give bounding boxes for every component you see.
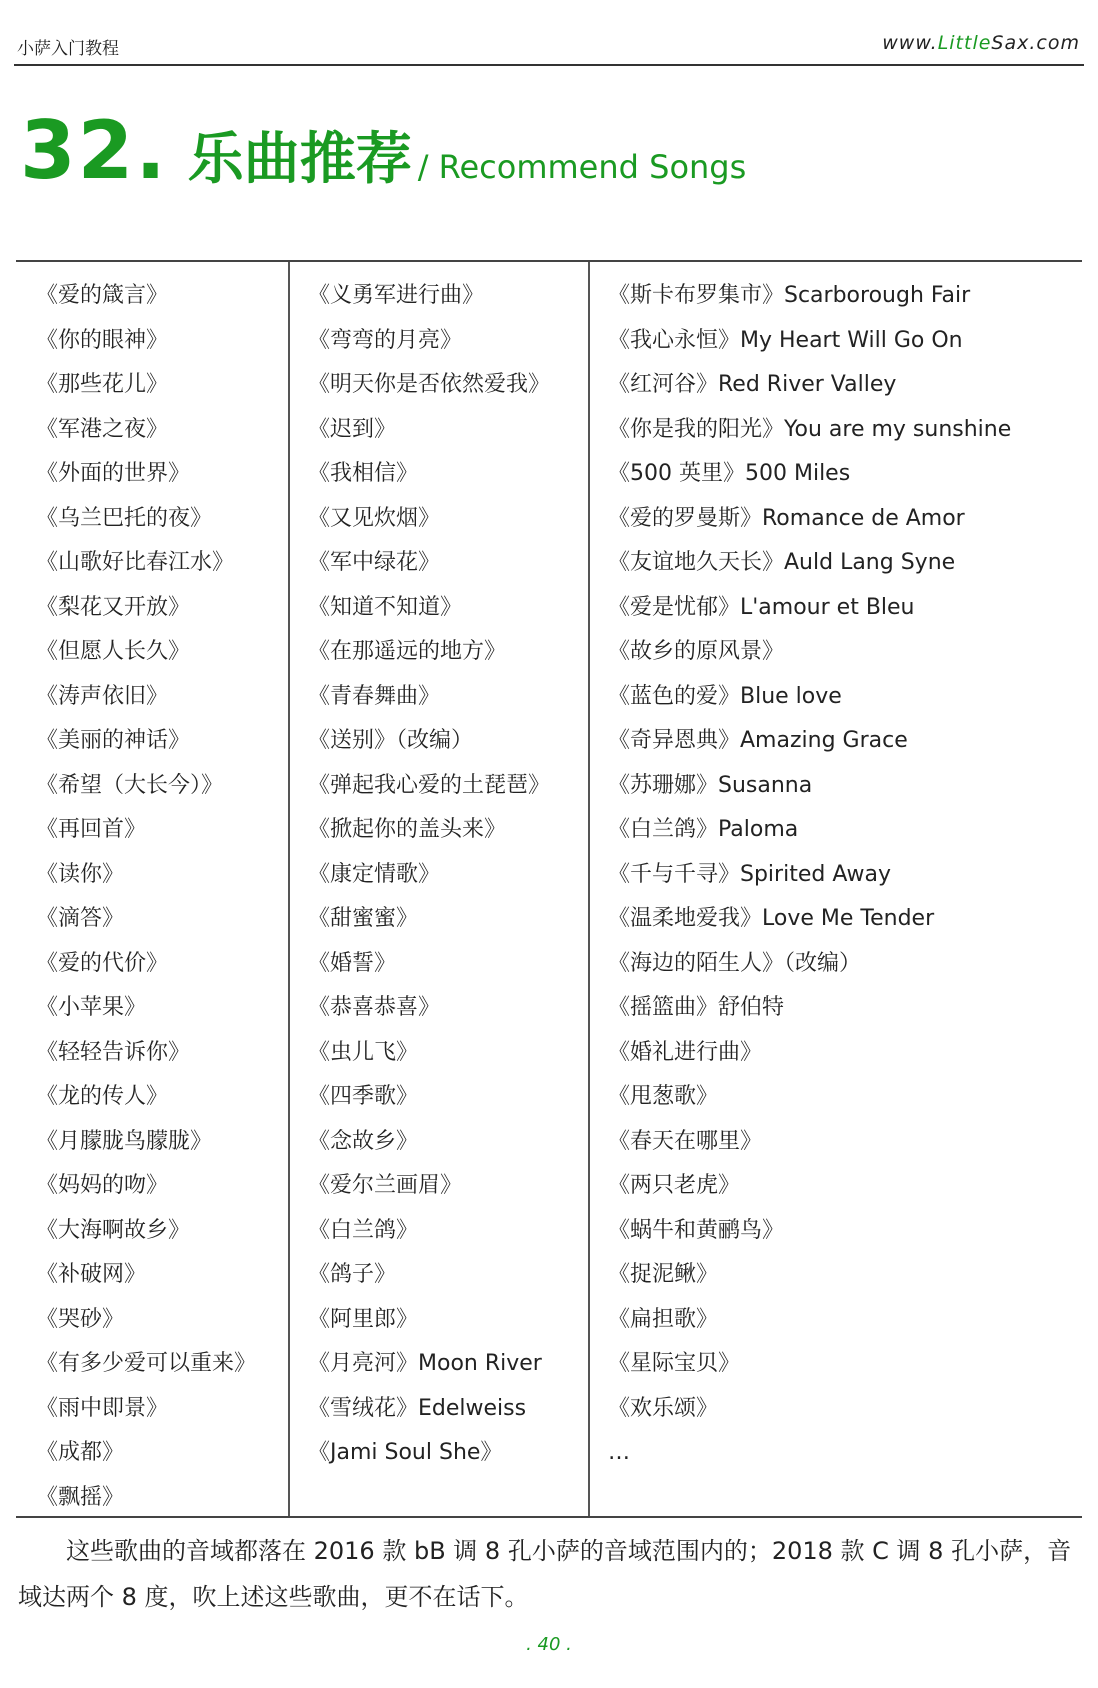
song-item: 《送别》（改编） <box>308 728 474 753</box>
song-item: 《雨中即景》 <box>36 1395 169 1421</box>
song-item: 《弹起我心爱的土琵琶》 <box>308 772 551 798</box>
song-item: 《轻轻告诉你》 <box>36 1039 191 1065</box>
song-item: 《读你》 <box>36 861 125 887</box>
column-divider <box>588 262 590 1516</box>
paragraph-line-1: 这些歌曲的音域都落在 2016 款 bB 调 8 孔小萨的音域范围内的；2018 款 C 调 8 孔小萨，音 <box>66 1537 1072 1565</box>
song-item: 《海边的陌生人》（改编） <box>608 950 862 976</box>
song-table <box>16 260 1082 1518</box>
chapter-number: 32. <box>20 104 168 197</box>
song-item: 《红河谷》Red River Valley <box>608 372 897 397</box>
url-little: Little <box>937 32 992 54</box>
song-item: 《友谊地久天长》Auld Lang Syne <box>608 550 956 575</box>
song-item: 《月亮河》Moon River <box>308 1351 542 1376</box>
song-item: 《我心永恒》My Heart Will Go On <box>608 327 963 353</box>
song-item: 《康定情歌》 <box>308 861 441 887</box>
song-item: 《妈妈的吻》 <box>36 1173 169 1198</box>
song-column-3 <box>608 274 1011 1476</box>
song-item: 《千与千寻》Spirited Away <box>608 861 891 887</box>
song-column-1 <box>36 274 256 1520</box>
book-title: 小萨入门教程 <box>17 39 119 59</box>
song-item: 《爱的罗曼斯》Romance de Amor <box>608 505 965 531</box>
song-item: … <box>608 1440 630 1465</box>
song-item: 《苏珊娜》Susanna <box>608 772 813 798</box>
song-item: 《摇篮曲》舒伯特 <box>608 995 785 1020</box>
song-item: 《有多少爱可以重来》 <box>36 1351 257 1376</box>
song-item: 《小苹果》 <box>36 995 147 1020</box>
song-item: 《军港之夜》 <box>36 416 169 442</box>
song-item: 《扁担歌》 <box>608 1306 719 1332</box>
song-item: 《甩葱歌》 <box>608 1084 719 1109</box>
song-item: 《Jami Soul She》 <box>308 1440 503 1465</box>
page-number: . 40 . <box>526 1634 572 1655</box>
song-item: 《大海啊故乡》 <box>36 1217 191 1243</box>
song-item: 《但愿人长久》 <box>36 639 191 664</box>
song-item: 《义勇军进行曲》 <box>308 283 485 308</box>
song-item: 《弯弯的月亮》 <box>308 327 463 353</box>
song-item: 《山歌好比春江水》 <box>36 550 235 575</box>
song-item: 《爱的代价》 <box>36 950 169 976</box>
song-item: 《斯卡布罗集市》Scarborough Fair <box>608 283 971 308</box>
song-item: 《甜蜜蜜》 <box>308 906 419 931</box>
song-column-2 <box>308 274 550 1476</box>
song-item: 《知道不知道》 <box>308 594 463 620</box>
song-item: 《两只老虎》 <box>608 1173 741 1198</box>
website-url <box>882 32 1080 54</box>
song-item: 《迟到》 <box>308 416 397 442</box>
song-item: 《恭喜恭喜》 <box>308 995 441 1020</box>
song-item: 《那些花儿》 <box>36 372 169 397</box>
song-item: 《蜗牛和黄鹂鸟》 <box>608 1217 785 1243</box>
song-item: 《青春舞曲》 <box>308 683 441 709</box>
column-divider <box>288 262 290 1516</box>
song-item: 《希望（大长今）》 <box>36 772 224 798</box>
song-item: 《鸽子》 <box>308 1262 397 1287</box>
song-item: 《成都》 <box>36 1440 125 1465</box>
url-suffix: .com <box>1029 32 1080 54</box>
song-item: 《阿里郎》 <box>308 1306 419 1332</box>
song-item: 《再回首》 <box>36 817 147 842</box>
song-item: 《爱的箴言》 <box>36 283 169 308</box>
song-item: 《婚誓》 <box>308 950 397 976</box>
song-item: 《念故乡》 <box>308 1128 419 1154</box>
title-english: / Recommend Songs <box>417 148 747 186</box>
song-item: 《哭砂》 <box>36 1306 125 1332</box>
song-item: 《500 英里》500 Miles <box>608 461 851 486</box>
song-item: 《美丽的神话》 <box>36 728 191 753</box>
song-item: 《爱尔兰画眉》 <box>308 1173 463 1198</box>
song-item: 《乌兰巴托的夜》 <box>36 505 213 531</box>
song-item: 《四季歌》 <box>308 1084 419 1109</box>
paragraph-line-2: 域达两个 8 度，吹上述这些歌曲，更不在话下。 <box>18 1583 529 1611</box>
song-item: 《月朦胧鸟朦胧》 <box>36 1128 213 1154</box>
song-item: 《涛声依旧》 <box>36 683 169 709</box>
url-sax: Sax <box>991 32 1030 54</box>
header-divider <box>14 64 1084 66</box>
song-item: 《外面的世界》 <box>36 461 191 486</box>
song-item: 《爱是忧郁》L'amour et Bleu <box>608 594 915 620</box>
song-item: 《滴答》 <box>36 906 125 931</box>
song-item: 《故乡的原风景》 <box>608 639 785 664</box>
song-item: 《龙的传人》 <box>36 1084 169 1109</box>
song-item: 《你是我的阳光》You are my sunshine <box>608 416 1012 442</box>
song-item: 《婚礼进行曲》 <box>608 1039 763 1065</box>
song-item: 《你的眼神》 <box>36 327 169 353</box>
song-item: 《飘摇》 <box>36 1484 125 1510</box>
url-prefix: www. <box>882 32 938 54</box>
song-item: 《星际宝贝》 <box>608 1351 741 1376</box>
song-item: 《雪绒花》Edelweiss <box>308 1395 527 1421</box>
song-item: 《白兰鸽》Paloma <box>608 817 799 842</box>
song-item: 《军中绿花》 <box>308 550 441 575</box>
song-item: 《我相信》 <box>308 461 419 486</box>
song-item: 《掀起你的盖头来》 <box>308 817 507 842</box>
song-item: 《又见炊烟》 <box>308 505 441 531</box>
song-item: 《明天你是否依然爱我》 <box>308 372 551 397</box>
range-note-paragraph <box>18 1528 1080 1620</box>
song-item: 《白兰鸽》 <box>308 1217 419 1243</box>
song-item: 《在那遥远的地方》 <box>308 639 507 664</box>
song-item: 《梨花又开放》 <box>36 594 191 620</box>
page-title <box>20 104 746 197</box>
song-item: 《补破网》 <box>36 1262 147 1287</box>
song-item: 《蓝色的爱》Blue love <box>608 683 842 709</box>
song-item: 《欢乐颂》 <box>608 1395 719 1421</box>
song-item: 《捉泥鳅》 <box>608 1262 719 1287</box>
song-item: 《虫儿飞》 <box>308 1039 419 1065</box>
song-item: 《奇异恩典》Amazing Grace <box>608 728 908 753</box>
song-item: 《温柔地爱我》Love Me Tender <box>608 906 935 931</box>
song-item: 《春天在哪里》 <box>608 1128 763 1154</box>
title-chinese: 乐曲推荐 <box>187 127 412 192</box>
